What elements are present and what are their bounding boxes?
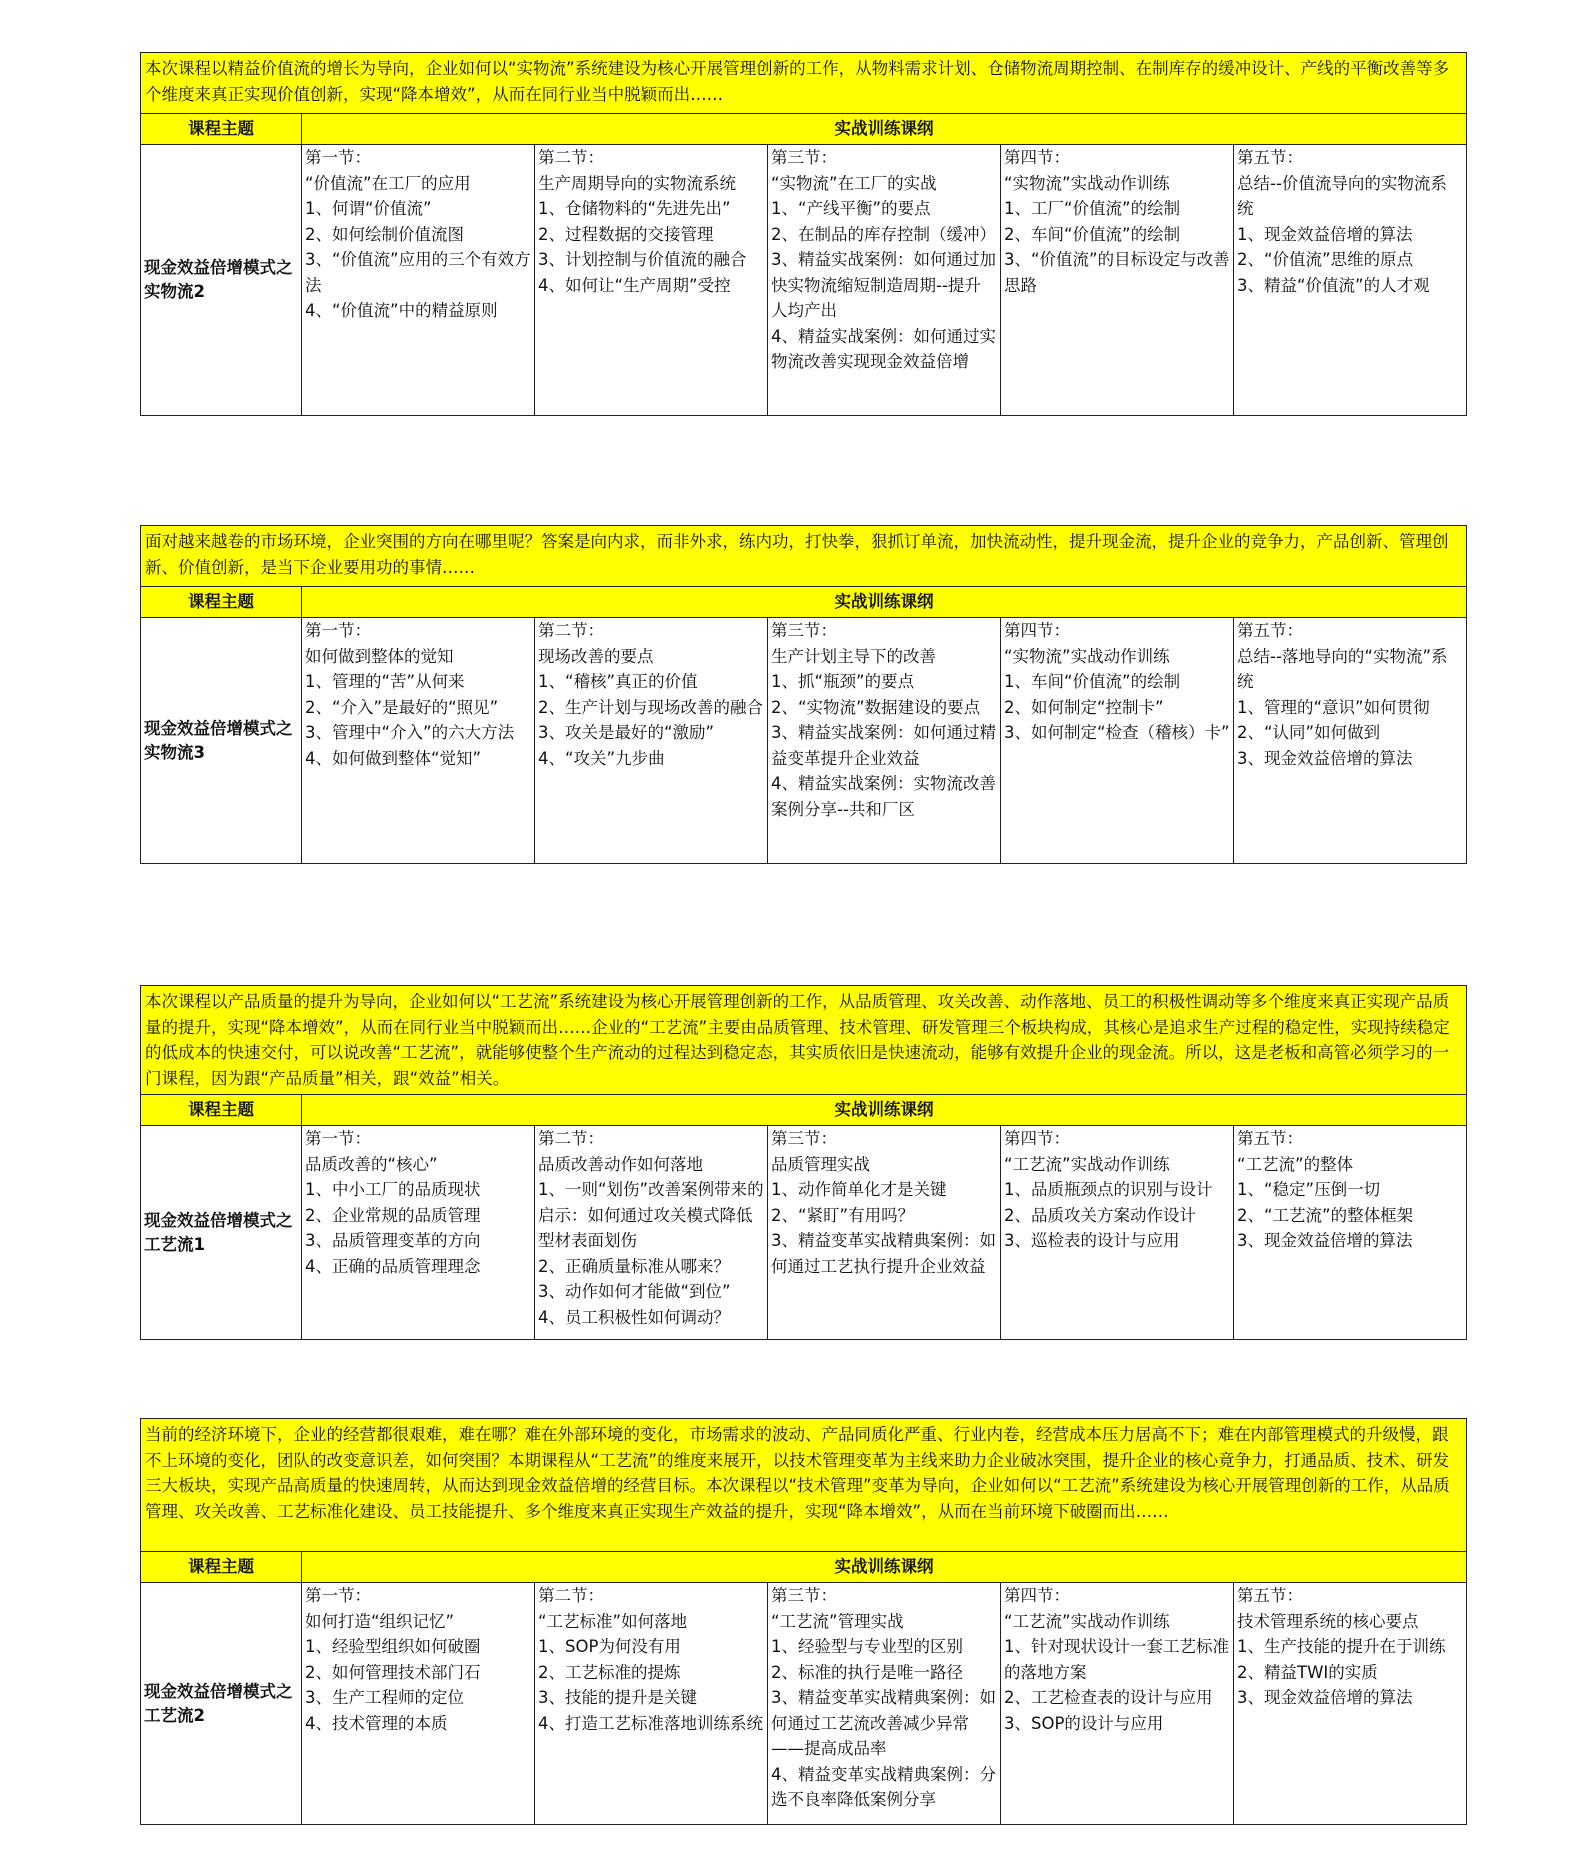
section-2 <box>535 145 768 416</box>
section-item: 4、如何让“生产周期”受控 <box>538 275 731 295</box>
section-item: 1、“稽核”真正的价值 <box>538 672 698 691</box>
section-heading: 品质改善的“核心” <box>305 1154 438 1174</box>
section-heading: 生产周期导向的实物流系统 <box>538 173 736 193</box>
header-course-topic: 课程主题 <box>141 587 302 618</box>
course-intro: 本次课程以精益价值流的增长为导向，企业如何以“实物流”系统建设为核心开展管理创新的工作，从物料需求计划、仓储物流周期控制、在制库存的缓冲设计、产线的平衡改善等多个维度来真正实现价值创新，实现“降本增效”，从而在同行业当中脱颖而出…… <box>141 53 1467 114</box>
header-course-topic: 课程主题 <box>141 114 302 145</box>
section-1 <box>302 145 535 416</box>
header-course-topic: 课程主题 <box>141 1095 302 1126</box>
section-title: 第四节： <box>1004 621 1070 640</box>
course-intro: 本次课程以产品质量的提升为导向，企业如何以“工艺流”系统建设为核心开展管理创新的工作，从品质管理、攻关改善、动作落地、员工的积极性调动等多个维度来真正实现产品质量的提升，实现“降本增效”，从而在同行业当中脱颖而出……企业的“工艺流”主要由品质管理、技术管理、研发管理三个板块构成，其核心是追求生产过程的稳定性，实现持续稳定的低成本的快速交付，可以说改善“工艺流”，就能够使整个生产流动的过程达到稳定态，其实质依旧是快速流动，能够有效提升企业的现金流。所以，这是老板和高管必须学习的一门课程，因为跟“产品质量”相关，跟“效益”相关。 <box>141 986 1467 1095</box>
section-item: 3、SOP的设计与应用 <box>1004 1713 1164 1733</box>
section-item: 3、计划控制与价值流的融合 <box>538 250 747 269</box>
section-item: 4、打造工艺标准落地训练系统 <box>538 1713 763 1733</box>
section-item: 3、品质管理变革的方向 <box>305 1231 481 1250</box>
header-training-outline: 实战训练课纲 <box>302 1095 1467 1126</box>
section-3 <box>768 145 1001 416</box>
section-title: 第三节： <box>771 621 837 640</box>
section-item: 4、“攻关”九步曲 <box>538 748 665 768</box>
section-heading: “实物流”在工厂的实战 <box>771 173 937 193</box>
section-item: 1、车间“价值流”的绘制 <box>1004 672 1181 691</box>
section-item: 4、如何做到整体“觉知” <box>305 748 482 768</box>
header-training-outline: 实战训练课纲 <box>302 1552 1467 1583</box>
section-item: 2、车间“价值流”的绘制 <box>1004 224 1181 244</box>
section-heading: “工艺标准”如何落地 <box>538 1611 688 1631</box>
section-heading: 如何做到整体的觉知 <box>305 646 454 666</box>
section-title: 第三节： <box>771 1586 837 1605</box>
section-item: 2、“紧盯”有用吗？ <box>771 1205 915 1225</box>
section-2 <box>535 1583 768 1825</box>
section-5 <box>1234 1583 1467 1825</box>
section-heading: “工艺流”的整体 <box>1237 1154 1354 1174</box>
section-item: 2、标准的执行是唯一路径 <box>771 1662 963 1682</box>
section-4 <box>1001 618 1234 864</box>
section-title: 第一节： <box>305 1586 371 1605</box>
section-item: 2、在制品的库存控制（缓冲） <box>771 224 996 244</box>
header-training-outline: 实战训练课纲 <box>302 114 1467 145</box>
section-heading: “工艺流”实战动作训练 <box>1004 1154 1170 1174</box>
section-title: 第二节： <box>538 1586 604 1605</box>
section-item: 1、管理的“苦”从何来 <box>305 672 465 691</box>
section-item: 4、精益实战案例：实物流改善案例分享--共和厂区 <box>771 774 996 819</box>
section-1 <box>302 1126 535 1340</box>
section-item: 2、精益TWI的实质 <box>1237 1662 1378 1682</box>
section-1 <box>302 618 535 864</box>
section-item: 3、现金效益倍增的算法 <box>1237 1231 1413 1250</box>
section-item: 2、“认同”如何做到 <box>1237 723 1381 742</box>
section-title: 第五节： <box>1237 1129 1303 1148</box>
section-item: 1、仓储物料的“先进先出” <box>538 199 731 218</box>
section-title: 第三节： <box>771 148 837 167</box>
section-item: 1、针对现状设计一套工艺标准的落地方案 <box>1004 1637 1229 1682</box>
section-3 <box>768 1126 1001 1340</box>
section-item: 3、精益“价值流”的人才观 <box>1237 275 1430 295</box>
section-heading: 总结--落地导向的“实物流”系统 <box>1237 646 1448 691</box>
section-title: 第五节： <box>1237 621 1303 640</box>
section-item: 1、管理的“意识”如何贯彻 <box>1237 697 1430 717</box>
section-item: 2、企业常规的品质管理 <box>305 1205 481 1225</box>
section-item: 1、生产技能的提升在于训练 <box>1237 1637 1446 1656</box>
section-heading: 品质管理实战 <box>771 1154 870 1174</box>
section-5 <box>1234 145 1467 416</box>
section-title: 第五节： <box>1237 148 1303 167</box>
section-title: 第五节： <box>1237 1586 1303 1605</box>
section-heading: “工艺流”管理实战 <box>771 1611 904 1631</box>
section-item: 2、如何制定“控制卡” <box>1004 697 1164 717</box>
section-heading: 技术管理系统的核心要点 <box>1237 1611 1419 1631</box>
section-2 <box>535 618 768 864</box>
course-intro: 面对越来越卷的市场环境，企业突围的方向在哪里呢？答案是向内求，而非外求，练内功，打快拳，狠抓订单流，加快流动性，提升现金流，提升企业的竞争力，产品创新、管理创新、价值创新，是当下企业要用功的事情…… <box>141 526 1467 587</box>
section-item: 2、品质攻关方案动作设计 <box>1004 1205 1196 1225</box>
section-heading: “实物流”实战动作训练 <box>1004 646 1170 666</box>
section-4 <box>1001 1583 1234 1825</box>
course-block-4 <box>140 1418 1466 1825</box>
course-table <box>140 525 1467 864</box>
section-item: 1、动作简单化才是关键 <box>771 1180 947 1199</box>
section-heading: “价值流”在工厂的应用 <box>305 173 471 193</box>
section-item: 3、管理中“介入”的六大方法 <box>305 723 515 742</box>
section-item: 1、经验型组织如何破圈 <box>305 1637 481 1656</box>
section-item: 3、“价值流”应用的三个有效方法 <box>305 250 531 295</box>
section-item: 2、工艺检查表的设计与应用 <box>1004 1688 1213 1707</box>
section-item: 1、“产线平衡”的要点 <box>771 199 931 218</box>
section-item: 3、精益实战案例：如何通过精益变革提升企业效益 <box>771 723 996 768</box>
section-item: 1、中小工厂的品质现状 <box>305 1180 481 1199</box>
course-table <box>140 1418 1467 1825</box>
course-topic: 现金效益倍增模式之工艺流1 <box>141 1126 302 1340</box>
section-item: 2、“价值流”思维的原点 <box>1237 250 1414 269</box>
section-heading: 现场改善的要点 <box>538 646 654 666</box>
section-item: 1、何谓“价值流” <box>305 199 432 218</box>
section-item: 4、精益变革实战精典案例：分选不良率降低案例分享 <box>771 1764 996 1809</box>
section-item: 1、品质瓶颈点的识别与设计 <box>1004 1180 1213 1199</box>
section-item: 3、生产工程师的定位 <box>305 1688 464 1707</box>
section-title: 第三节： <box>771 1129 837 1148</box>
section-item: 2、“工艺流”的整体框架 <box>1237 1205 1414 1225</box>
section-item: 1、现金效益倍增的算法 <box>1237 224 1413 244</box>
section-item: 3、现金效益倍增的算法 <box>1237 748 1413 768</box>
section-heading: “实物流”实战动作训练 <box>1004 173 1170 193</box>
section-item: 2、如何管理技术部门石 <box>305 1662 481 1682</box>
section-item: 4、“价值流”中的精益原则 <box>305 301 498 320</box>
section-item: 3、巡检表的设计与应用 <box>1004 1231 1180 1250</box>
section-4 <box>1001 145 1234 416</box>
section-item: 1、一则“划伤”改善案例带来的启示：如何通过攻关模式降低型材表面划伤 <box>538 1180 764 1250</box>
course-block-3 <box>140 985 1466 1340</box>
section-heading: 生产计划主导下的改善 <box>771 646 936 666</box>
section-item: 1、“稳定”压倒一切 <box>1237 1180 1381 1199</box>
header-course-topic: 课程主题 <box>141 1552 302 1583</box>
section-item: 1、工厂“价值流”的绘制 <box>1004 199 1181 218</box>
section-item: 1、经验型与专业型的区别 <box>771 1637 963 1656</box>
section-item: 4、员工积极性如何调动？ <box>538 1307 730 1327</box>
section-item: 4、技术管理的本质 <box>305 1713 448 1733</box>
section-item: 4、正确的品质管理理念 <box>305 1256 481 1276</box>
course-intro: 当前的经济环境下，企业的经营都很艰难，难在哪？难在外部环境的变化，市场需求的波动、产品同质化严重、行业内卷，经营成本压力居高不下；难在内部管理模式的升级慢，跟不上环境的变化，团队的改变意识差，如何突围？本期课程从“工艺流”的维度来展开，以技术管理变革为主线来助力企业破冰突围，提升企业的核心竟争力，打通品质、技术、研发三大板块，实现产品高质量的快速周转，从而达到现金效益倍增的经营目标。本次课程以“技术管理”变革为导向，企业如何以“工艺流”系统建设为核心开展管理创新的工作，从品质管理、攻关改善、工艺标准化建设、员工技能提升、多个维度来真正实现生产效益的提升，实现“降本增效”，从而在当前环境下破圈而出…… <box>141 1419 1467 1552</box>
section-heading: 总结--价值流导向的实物流系统 <box>1237 173 1447 218</box>
section-title: 第一节： <box>305 148 371 167</box>
section-title: 第二节： <box>538 1129 604 1148</box>
section-3 <box>768 618 1001 864</box>
section-item: 1、SOP为何没有用 <box>538 1637 681 1656</box>
section-item: 3、攻关是最好的“激励” <box>538 723 715 742</box>
section-item: 2、正确质量标准从哪来？ <box>538 1256 730 1276</box>
section-item: 3、精益变革实战精典案例：如何通过工艺流改善减少异常——提高成品率 <box>771 1688 996 1758</box>
course-topic: 现金效益倍增模式之实物流2 <box>141 145 302 416</box>
section-title: 第四节： <box>1004 148 1070 167</box>
section-item: 3、如何制定“检查（稽核）卡” <box>1004 723 1230 742</box>
section-4 <box>1001 1126 1234 1340</box>
section-item: 3、“价值流”的目标设定与改善思路 <box>1004 250 1230 295</box>
section-heading: “工艺流”实战动作训练 <box>1004 1611 1170 1631</box>
section-item: 4、精益实战案例：如何通过实物流改善实现现金效益倍增 <box>771 326 996 371</box>
section-title: 第四节： <box>1004 1129 1070 1148</box>
section-title: 第一节： <box>305 621 371 640</box>
section-heading: 如何打造“组织记忆” <box>305 1611 455 1631</box>
section-item: 2、“实物流”数据建设的要点 <box>771 697 981 717</box>
section-title: 第一节： <box>305 1129 371 1148</box>
course-topic: 现金效益倍增模式之工艺流2 <box>141 1583 302 1825</box>
header-training-outline: 实战训练课纲 <box>302 587 1467 618</box>
section-item: 3、现金效益倍增的算法 <box>1237 1688 1413 1707</box>
section-item: 1、抓“瓶颈”的要点 <box>771 672 915 691</box>
course-block-1 <box>140 52 1466 416</box>
section-item: 2、如何绘制价值流图 <box>305 224 464 244</box>
section-item: 2、工艺标准的提炼 <box>538 1662 681 1682</box>
section-heading: 品质改善动作如何落地 <box>538 1154 703 1174</box>
section-title: 第二节： <box>538 621 604 640</box>
section-1 <box>302 1583 535 1825</box>
section-item: 3、精益变革实战精典案例：如何通过工艺执行提升企业效益 <box>771 1231 996 1276</box>
section-2 <box>535 1126 768 1340</box>
course-block-2 <box>140 525 1466 864</box>
section-title: 第四节： <box>1004 1586 1070 1605</box>
course-topic: 现金效益倍增模式之实物流3 <box>141 618 302 864</box>
section-item: 3、技能的提升是关键 <box>538 1688 697 1707</box>
section-item: 2、过程数据的交接管理 <box>538 224 714 244</box>
section-item: 3、精益实战案例：如何通过加快实物流缩短制造周期--提升人均产出 <box>771 250 996 320</box>
section-item: 2、生产计划与现场改善的融合 <box>538 697 763 717</box>
section-5 <box>1234 618 1467 864</box>
section-5 <box>1234 1126 1467 1340</box>
section-3 <box>768 1583 1001 1825</box>
course-table <box>140 985 1467 1340</box>
course-table <box>140 52 1467 416</box>
section-title: 第二节： <box>538 148 604 167</box>
section-item: 3、动作如何才能做“到位” <box>538 1282 731 1301</box>
section-item: 2、“介入”是最好的“照见” <box>305 697 499 717</box>
